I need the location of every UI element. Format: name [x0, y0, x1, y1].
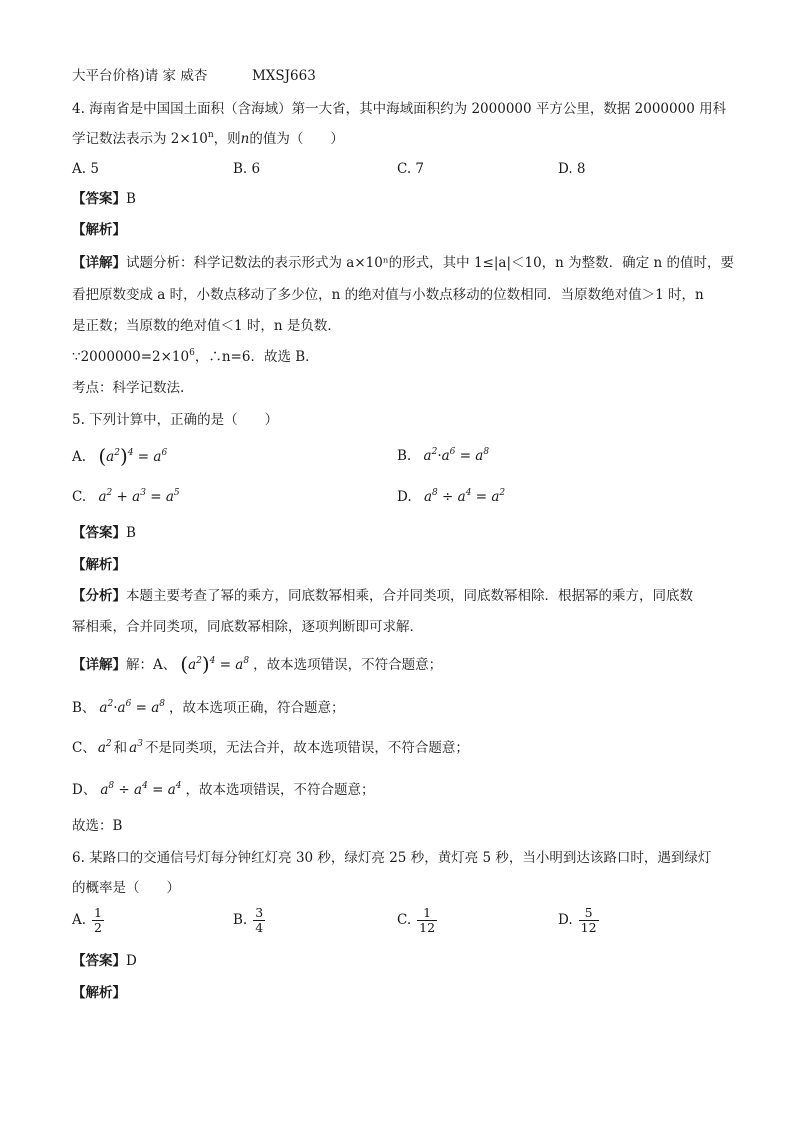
- q6-option-d-fraction: $\frac{5}{12}$: [580, 905, 597, 935]
- q6-option-a: [72, 906, 104, 935]
- q4-option-b: B. 6: [233, 161, 261, 177]
- q5-option-c-formula: $a^2 + a^3 = a^5$: [98, 488, 180, 505]
- detail-text-suffix: ，故本选项错误，不符合题意；: [253, 657, 443, 673]
- detail-label: 【详解】: [72, 255, 126, 271]
- q4-option-d: D. 8: [558, 161, 586, 177]
- q6-option-b: [233, 906, 265, 935]
- q4-analysis-label: 【解析】: [72, 222, 126, 238]
- detail-c-term-2: $a^3$: [129, 739, 143, 756]
- q4-variable: n: [240, 131, 250, 147]
- detail-d-formula: $a^8 \div a^4 = a^4$: [100, 781, 182, 798]
- header-left-text: 大平台价格)请 家 威杏: [72, 68, 208, 84]
- header-line: [72, 66, 316, 86]
- q5-option-d: [397, 487, 505, 507]
- q5-option-d-formula: $a^8 \div a^4 = a^2$: [423, 488, 506, 505]
- q4-detail-line3: 是正数；当原数的绝对值＜1 时，n 是负数．: [72, 318, 341, 334]
- q4-kaodian: 考点：科学记数法.: [72, 380, 185, 396]
- detail-text-suffix: 不是同类项，无法合并，故本选项错误，不符合题意；: [144, 740, 469, 756]
- detail-a-formula: $(a^2)^4 = a^8$: [180, 652, 250, 676]
- q5-option-b-formula: $a^2\cdot a^6 = a^8$: [423, 447, 490, 464]
- q5-option-b: [397, 446, 489, 466]
- option-label: D.: [558, 912, 573, 928]
- q4-stem-text: 学记数法表示为 2×10: [72, 131, 208, 147]
- calc-text: ∵2000000=2×10: [72, 349, 190, 365]
- q5-stem: 5. 下列计算中，正确的是（ ）: [72, 412, 279, 428]
- detail-text: B、: [72, 700, 96, 716]
- q5-detail-a: [72, 654, 442, 675]
- q6-stem-line1: 6. 某路口的交通信号灯每分钟红灯亮 30 秒，绿灯亮 25 秒，黄灯亮 5 秒，当小明到达该路口时，遇到绿灯: [72, 850, 712, 866]
- q5-option-a-formula: $(a^2)^4 = a^6$: [98, 444, 168, 468]
- detail-text-suffix: ，故本选项正确，符合题意；: [169, 700, 345, 716]
- q4-stem-line2: [72, 129, 344, 149]
- q5-detail-b: [72, 698, 345, 718]
- option-label: C.: [72, 489, 87, 505]
- q5-fenxi-line2: 幂相乘，合并同类项，同底数幂相除，逐项判断即可求解．: [72, 619, 423, 635]
- q4-detail-line1: [72, 253, 734, 273]
- q5-answer: [72, 523, 136, 543]
- q5-fenxi-line1: [72, 586, 693, 606]
- q6-answer: [72, 951, 137, 971]
- detail-text: 解：A、: [126, 657, 177, 673]
- calc-text-b: ，∴n=6．故选 B．: [194, 349, 319, 365]
- answer-label: 【答案】: [72, 191, 126, 207]
- q4-answer: [72, 189, 136, 209]
- q6-option-b-fraction: $\frac{3}{4}$: [255, 905, 264, 935]
- q4-option-a: A. 5: [72, 161, 99, 177]
- detail-text: C、: [72, 740, 96, 756]
- q5-analysis-label: 【解析】: [72, 557, 126, 573]
- option-label: C.: [397, 912, 412, 928]
- q6-option-c: [397, 906, 437, 935]
- answer-value: D: [126, 953, 137, 969]
- detail-c-term-1: $a^2$: [97, 739, 112, 756]
- q4-calculation: [72, 347, 319, 367]
- q6-option-d: [558, 906, 599, 935]
- detail-b-formula: $a^2\cdot a^6 = a^8$: [99, 699, 165, 716]
- q5-option-c: [72, 487, 180, 507]
- header-code: MXSJ663: [251, 68, 316, 84]
- calc-exponent: 6: [189, 348, 195, 358]
- q4-stem-text-b: ，则: [213, 131, 241, 147]
- q4-exponent: n: [207, 130, 214, 140]
- answer-value: B: [126, 525, 136, 541]
- q5-option-a: [72, 446, 167, 467]
- detail-text: 试题分析：科学记数法的表示形式为 a×10ⁿ的形式，其中 1≤|a|＜10，n 为整数．确定 n 的值时，要: [126, 255, 734, 271]
- q5-detail-d: [72, 780, 375, 800]
- q6-stem-line2: 的概率是（ ）: [72, 880, 180, 896]
- option-label: A.: [72, 449, 87, 465]
- answer-label: 【答案】: [72, 525, 126, 541]
- option-label: D.: [397, 489, 412, 505]
- detail-text: D、: [72, 782, 97, 798]
- option-label: A.: [72, 912, 87, 928]
- detail-text-mid: 和: [113, 740, 128, 756]
- q5-detail-c: [72, 738, 469, 758]
- q6-option-a-fraction: $\frac{1}{2}$: [94, 905, 102, 935]
- answer-value: B: [126, 191, 136, 207]
- q6-analysis-label: 【解析】: [72, 985, 126, 1001]
- q4-option-c: C. 7: [397, 161, 425, 177]
- q4-detail-line2: 看把原数变成 a 时，小数点移动了多少位，n 的绝对值与小数点移动的位数相同．当原数绝对值＞1 时，n: [72, 287, 704, 303]
- q6-option-c-fraction: $\frac{1}{12}$: [419, 905, 436, 935]
- q4-stem-text-c: 的值为（ ）: [249, 131, 344, 147]
- q5-conclusion: 故选：B: [72, 818, 123, 834]
- option-label: B.: [397, 448, 412, 464]
- answer-label: 【答案】: [72, 953, 126, 969]
- fenxi-text: 本题主要考查了幂的乘方，同底数幂相乘，合并同类项，同底数幂相除．根据幂的乘方，同底数: [126, 588, 693, 604]
- detail-text-suffix: ，故本选项错误，不符合题意；: [185, 782, 375, 798]
- fenxi-label: 【分析】: [72, 588, 126, 604]
- option-label: B.: [233, 912, 248, 928]
- detail-label: 【详解】: [72, 657, 126, 673]
- q4-stem-line1: 4. 海南省是中国国土面积（含海域）第一大省，其中海域面积约为 2000000 平方公里，数据 2000000 用科: [72, 101, 727, 117]
